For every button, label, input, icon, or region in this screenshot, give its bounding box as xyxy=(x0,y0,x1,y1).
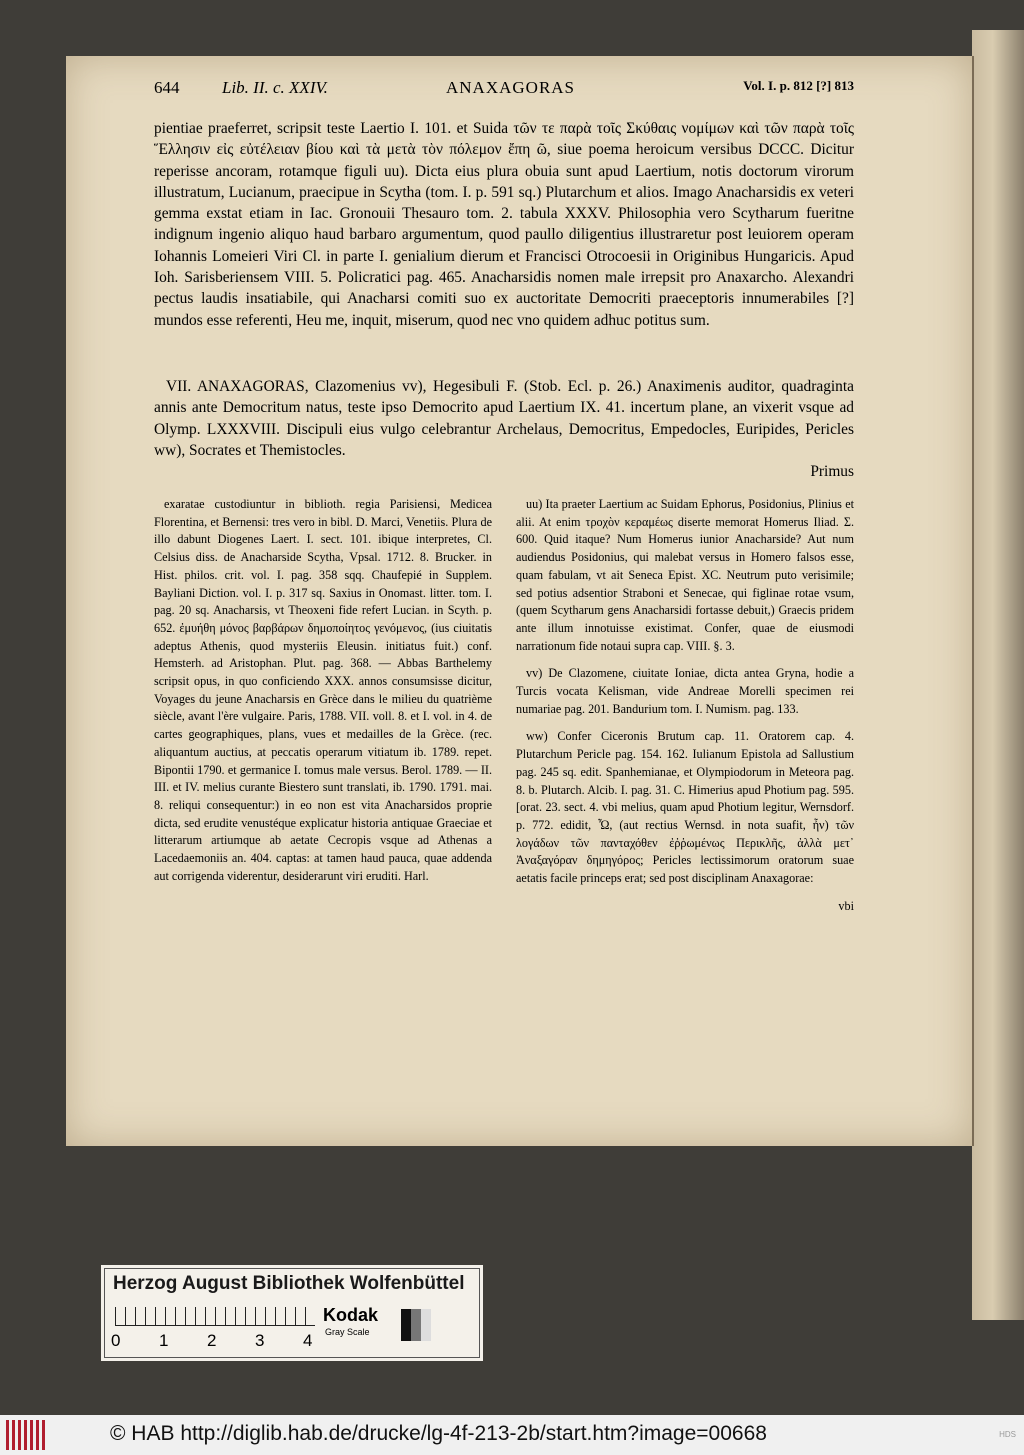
library-color-target xyxy=(104,1268,480,1358)
ruler-number: 3 xyxy=(255,1331,265,1350)
paragraph-text: VII. ANAXAGORAS, Clazomenius vv), Hegesibuli F. (Stob. Ecl. p. 26.) Anaximenis auditor, quadraginta annis ante Democritum natus, teste ipso Democrito apud Laertium IX. 41. incertum plane, an vixerit vsque ad Olymp. LXXXVIII. Discipuli eius vulgo celebrantur Archelaus, Democritus, Empedocles, Euripides, Pericles ww), Socrates et Themistocles. xyxy=(154,378,854,459)
paragraph-text: pientiae praeferret, scripsit teste Laertio I. 101. et Suida τῶν τε παρὰ τοῖς Σκύθαις νομίμων καὶ τῶν παρὰ τοῖς Ἕλλησιν εἰς εὐτέλειαν βίου καὶ τὰ μετὰ τὸν πόλεμον ἔπη ῶ, siue poema heroicum versibus DCCC. Dicitur reperisse ancoram, rotamque figuli uu). Dicta eius plura obuia sunt apud Laertium, notis doctorum virorum illustratum, Lucianum, praecipue in Scytha (tom. I. p. 591 sq.) Plutarchum et alios. Imago Anacharsidis ex veteri gemma exstat etiam in Iac. Gronouii Thesauro tom. 2. tabula XXXV. Philosophia vero Scytharum fueritne indignum ingenio aliquo haud barbaro argumentum, quod paullo diligentius illustraretur post leuiorem operam Iohannis Lomeieri Viri Cl. in parte I. genialium dierum et Francisci Otrocoesii in Originibus Hungaricis. Apud Ioh. Sarisberiensem VIII. 5. Policratici pag. 465. Anacharsidis nomen male irrepsit pro Anaxarcho. Alexandri pectus laudis insatiabile, qui Anacharsi comiti suo ex auctoritate Democriti praeceptoris innumerabiles [?] mundos esse referenti, Heu me, inquit, miserum, quod nec vno quidem adhuc potitus sum. xyxy=(154,120,854,329)
volume-reference: Vol. I. p. 812 [?] 813 xyxy=(743,78,854,93)
running-title: ANAXAGORAS xyxy=(446,78,576,97)
footer-bar xyxy=(0,1415,1024,1455)
footnote-column-right xyxy=(516,496,854,915)
footnote-uu: uu) Ita praeter Laertium ac Suidam Ephorus, Posidonius, Plinius et alii. At enim τροχὸν κεραμέως diserte memorat Homerus Iliad. Σ. 600. Quid itaque? Num Homerus iunior Anacharside? Aut num audiendus Posidonius, qui malebat versus in Homero falsos esse, quam fabulam, vt ait Seneca Epist. XC. Neutrum puto verisimile; sed potius adsentior Straboni et Senecae, qui figlinae rotae vsum, (quem Scytharum gens Anacharsidi fortasse debuit,) Graecis pridem ante illum innotuisse existimat. Confer, quae de eiusmodi narrationum fide notaui supra cap. VIII. §. 3. xyxy=(516,497,854,653)
gray-swatch xyxy=(421,1309,431,1341)
page-number: 644 xyxy=(154,78,180,97)
gray-swatch xyxy=(411,1309,421,1341)
gray-scale-label: Gray Scale xyxy=(325,1327,370,1337)
library-name: Herzog August Bibliothek Wolfenbüttel xyxy=(113,1273,465,1294)
ruler-number: 0 xyxy=(111,1331,121,1350)
ruler-number: 2 xyxy=(207,1331,217,1350)
book-edge xyxy=(972,30,1024,1320)
footnote-vv: vv) De Clazomene, ciuitate Ioniae, dicta antea Gryna, hodie a Turcis vocata Kelisman, vide Andreae Morelli specimen rei numariae pag. 201. Bandurium tom. I. Numism. pag. 133. xyxy=(516,666,854,716)
footnote-text: exaratae custodiuntur in biblioth. regia Parisiensi, Medicea Florentina, et Bernensi: tres vero in bibl. D. Marci, Venetiis. Plura de illo dabunt Diogenes Laert. I. sect. 101. ibique interpretes, Cl. Celsius diss. de Anacharside Scytha, Vpsal. 1712. 8. Brucker. in Hist. philos. crit. vol. I. pag. 358 sqq. Chaufepié in Supplem. Bayliani Diction. vol. I. p. 317 sq. Saxius in Onomast. litter. tom. I. pag. 20 sq. Anacharsis, vt Theoxeni fide refert Lucian. in Scyth. p. 652. ἐμυήθη μόνος βαρβάρων δημοποίητος γενόμενος, (ius ciuitatis adeptus Athenis, quod mysteriis Eleusin. initiatus fuit.) conf. Hemsterh. ad Aristophan. Plut. pag. 368. — Abbas Barthelemy scripsit opus, in quo conficiendo XXX. annos consumsisse dicitur, Voyages du jeune Anacharsis en Grèce dans le milieu du quatrième siècle, avant l'ère vulgaire. Paris, 1788. VII. voll. 8. et I. vol. in 4. de cartes geographiques, plans, vues et medailles de la Grèce. (rec. aliquantum auctius, at peccatis operarum vitiatum ib. 1789. repet. Bipontii 1790. et germanice I. tomus male versus. Berol. 1789. — II. III. et IV. melius curante Biestero sunt translati, ib. 1790. 1791. mai. 8. reliqui consequentur:) in eo non est vita Anacharsidos proprie dicta, sed erudite venustéque explicatur historia antiquae Graeciae et litterarum artiumque ab aetate Cecropis vsque ad Athenas a Lacedaemoniis an. 404. captas: at tamen haud pauca, quae addenda aut corrigenda viderentur, desiderarunt viri eruditi. Harl. xyxy=(154,497,492,883)
running-header xyxy=(154,78,854,100)
main-paragraph-1 xyxy=(154,118,854,331)
gray-swatch xyxy=(401,1309,411,1341)
main-paragraph-2 xyxy=(154,376,854,482)
catchword: vbi xyxy=(838,898,854,913)
catchword: Primus xyxy=(810,463,854,481)
copyright-url[interactable]: © HAB http://diglib.hab.de/drucke/lg-4f-213-2b/start.htm?image=00668 xyxy=(110,1422,767,1445)
ruler-number: 4 xyxy=(303,1331,313,1350)
chapter-reference: Lib. II. c. XXIV. xyxy=(222,78,328,97)
footnote-ww: ww) Confer Ciceronis Brutum cap. 11. Oratorem cap. 4. Plutarchum Pericle pag. 154. 162. Iulianum Epistola ad Sallustium pag. 245 sq. edit. Spanhemianae, et Olympiodorum in Meteora pag. 8. b. Plutarch. Alcib. I. pag. 31. C. Himerius apud Photium pag. 595. [orat. 23. sect. 4. vbi melius, quam apud Photium legitur, Wernsdorf. p. 772. edidit, Ὦ, (aut rectius Wernsd. in nota suafit, ἦν) τῶν λογάδων τῶν πανταχόθεν ἐῤῥωμένως Περικλῆς, ἀλλὰ μετ᾽ Ἀναξαγόραν δημηγόρος; Pericles lectissimorum oratorum suae aetatis facile princeps erat; sed post disciplinam Anaxagorae: xyxy=(516,729,854,886)
ruler-number: 1 xyxy=(159,1331,169,1350)
hab-logo-icon xyxy=(6,1420,46,1450)
scale-ruler xyxy=(115,1307,315,1326)
footer-mark: HDS xyxy=(999,1430,1016,1439)
footnote-column-left xyxy=(154,496,492,895)
kodak-logo: Kodak xyxy=(323,1305,379,1325)
